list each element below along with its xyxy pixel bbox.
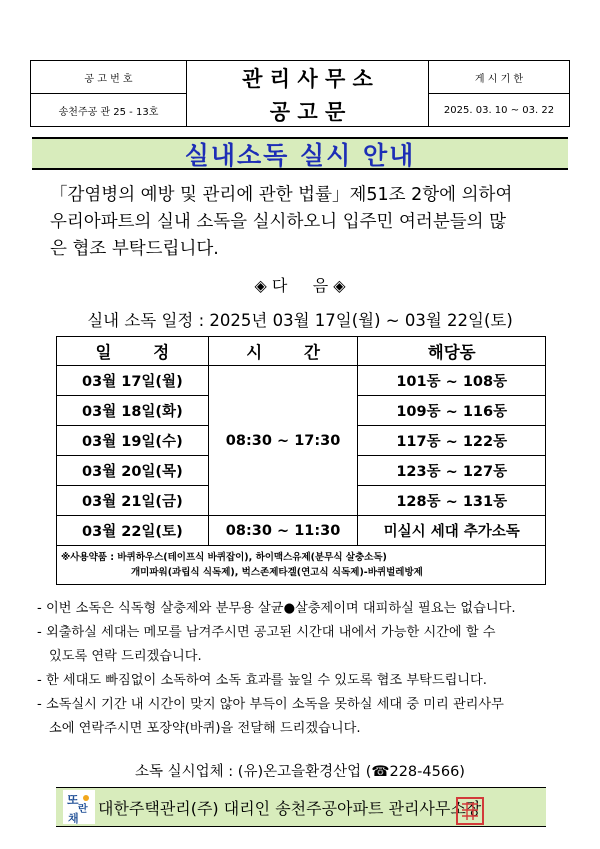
row-buildings: 117동 ~ 122동: [358, 426, 546, 456]
office-cell: [187, 61, 429, 126]
row-buildings: 128동 ~ 131동: [358, 486, 546, 516]
bullet-item: - 소독실시 기간 내 시간이 맞지 않아 부득이 소독을 못하실 세대 중 미리 관리사무: [37, 697, 504, 712]
bullet-item-continued: 소에 연락주시면 포장약(바퀴)을 전달해 드리겠습니다.: [49, 721, 361, 736]
footer-signature: 대한주택관리(주) 대리인 송천주공아파트 관리사무소장: [98, 798, 482, 818]
bullet-item: - 이번 소독은 식독형 살충제와 분무용 살균●살충제이며 대피하실 필요는 없습니다.: [37, 601, 516, 616]
intro-line: 우리아파트의 실내 소독을 실시하오니 입주민 여러분들의 많: [50, 212, 506, 232]
table-row: [57, 366, 546, 396]
intro-line: 은 협조 부탁드립니다.: [50, 239, 219, 259]
table-header-row: [57, 337, 546, 366]
header-date: 일 정: [57, 337, 209, 366]
bullet-item: - 한 세대도 빠짐없이 소독하여 소독 효과를 높일 수 있도록 협조 부탁드립니다.: [37, 673, 487, 688]
page-title: 실내소독 실시 안내: [32, 137, 568, 170]
svg-text:란: 란: [78, 804, 88, 815]
row-date: 03월 18일(화): [57, 396, 209, 426]
header-time: 시 간: [208, 337, 358, 366]
chemicals-note-line: ※사용약품 : 바퀴하우스(테이프식 바퀴잡이), 하이맥스유제(분무식 살충소독): [61, 552, 387, 563]
chemicals-note: [57, 546, 546, 585]
section-marker: ◈ 다 음 ◈: [254, 276, 346, 295]
row-date: 03월 22일(토): [57, 516, 209, 546]
intro-paragraph: [50, 182, 550, 263]
notice-number-label: 공 고 번 호: [31, 61, 186, 94]
office-name: 관 리 사 무 소: [242, 66, 373, 91]
schedule-summary: 실내 소독 일정 : 2025년 03월 17일(월) ~ 03월 22일(토): [87, 311, 513, 330]
posting-period-value: 2025. 03. 10 ~ 03. 22: [443, 105, 555, 116]
intro-line: 「감염병의 예방 및 관리에 관한 법률」제51조 2항에 의하여: [50, 185, 513, 205]
notice-number-value: 송천주공 관 25 - 13호: [58, 107, 159, 118]
row-date: 03월 17일(월): [57, 366, 209, 396]
svg-text:채: 채: [68, 812, 79, 824]
row-date: 03월 21일(금): [57, 486, 209, 516]
row-buildings: 123동 ~ 127동: [358, 456, 546, 486]
row-time: 08:30 ~ 11:30: [208, 516, 358, 546]
bullet-item-continued: 있도록 연락 드리겠습니다.: [49, 649, 202, 664]
posting-period-label: 게 시 기 한: [429, 61, 569, 94]
row-buildings: 미실시 세대 추가소독: [358, 516, 546, 546]
table-row: [57, 516, 546, 546]
row-buildings: 101동 ~ 108동: [358, 366, 546, 396]
chemicals-note-row: [57, 546, 546, 585]
svg-text:또: 또: [67, 793, 79, 807]
contractor-info: 소독 실시업체 : (유)온고을환경산업 (☎228-4566): [135, 764, 465, 780]
document-type: 공 고 문: [269, 99, 346, 124]
notice-bullets: [37, 597, 577, 741]
row-date: 03월 19일(수): [57, 426, 209, 456]
chemicals-note-line: 개미파워(과립식 식독제), 벅스존제타겔(연고식 식독제)-바퀴벌레방제: [131, 567, 423, 578]
row-date: 03월 20일(목): [57, 456, 209, 486]
schedule-table: [56, 336, 546, 585]
notice-number-cell: [31, 61, 187, 126]
posting-period-cell: [429, 61, 569, 126]
official-seal-icon: [455, 796, 485, 826]
notice-header-table: [30, 60, 570, 127]
row-time: 08:30 ~ 17:30: [208, 366, 358, 516]
header-buildings: 해당동: [358, 337, 546, 366]
row-buildings: 109동 ~ 116동: [358, 396, 546, 426]
apartment-logo: [63, 790, 95, 824]
bullet-item: - 외출하실 세대는 메모를 남겨주시면 공고된 시간대 내에서 가능한 시간에 할 수: [37, 625, 496, 640]
